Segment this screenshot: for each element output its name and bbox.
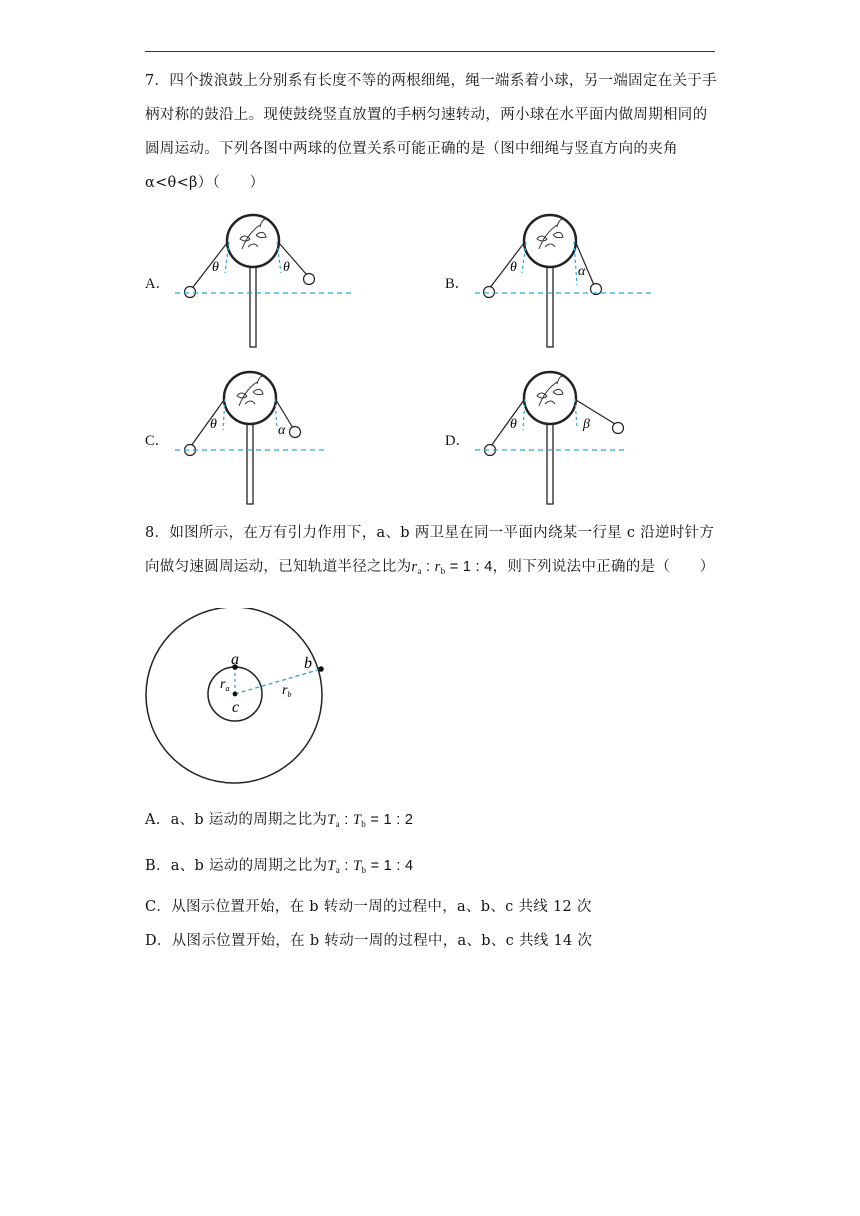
handle	[250, 265, 256, 347]
question-7-stem: 四个拨浪鼓上分别系有长度不等的两根细绳，绳一端系着小球，另一端固定在关于手柄对称的鼓沿上。现使鼓绕竖直放置的手柄匀速转动，两小球在水平面内做周期相同的圆周运动。下列各图中两球的位置关系可能正确的是（图中细绳与竖直方向的夹角α<θ<β）（ ）	[145, 73, 717, 191]
drum-figure-b	[470, 205, 660, 350]
handle	[247, 422, 253, 504]
right-angle-label: β	[583, 417, 590, 432]
label-a: a	[231, 651, 239, 668]
q8-option-c: C．从图示位置开始，在 b 转动一周的过程中，a、b、c 共线 12 次	[145, 899, 592, 915]
question-8-stem-1: 如图所示，在万有引力作用下，a、b 两卫星在同一平面内绕某一行星 c 沿逆时针方向做匀速圆周运动，已知轨道半径之比为	[145, 525, 715, 575]
option-c-label: C．	[145, 433, 170, 449]
question-7-number: 7．	[145, 73, 170, 89]
radius-b	[235, 669, 321, 694]
label-rb: $r_b$	[282, 683, 292, 699]
option-a-label: A．	[145, 276, 170, 292]
label-c: c	[232, 699, 240, 716]
question-8-stem-2: ，则下列说法中正确的是（ ）	[492, 559, 715, 575]
right-ball	[290, 427, 301, 438]
right-angle-label: α	[578, 264, 586, 279]
q8-option-a: A．a、b 运动的周期之比为$T_a$ : $T_b = 1$ : 2	[145, 812, 414, 829]
left-ball	[185, 287, 196, 298]
label-b: b	[304, 655, 312, 672]
left-angle-label: θ	[212, 260, 219, 275]
handle	[547, 422, 553, 504]
left-angle-label: θ	[510, 260, 517, 275]
drum	[524, 372, 576, 424]
option-b-label: B．	[445, 276, 470, 292]
right-angle-label: α	[278, 423, 286, 438]
satellite-b	[318, 666, 324, 672]
right-ball	[304, 274, 315, 285]
question-7-text	[145, 64, 720, 200]
drum	[524, 215, 576, 267]
q8-option-b: B．a、b 运动的周期之比为$T_a$ : $T_b = 1$ : 4	[145, 858, 414, 875]
drum	[227, 215, 279, 267]
drum-figure-c	[170, 362, 360, 507]
q8-option-d: D．从图示位置开始，在 b 转动一周的过程中，a、b、c 共线 14 次	[145, 933, 593, 949]
drum-figure-d	[470, 362, 660, 507]
right-ball	[613, 423, 624, 434]
orbit-figure	[140, 608, 340, 788]
drum-figure-a	[170, 205, 360, 350]
right-angle-label: θ	[283, 260, 290, 275]
header-rule	[145, 51, 715, 52]
left-angle-label: θ	[210, 417, 217, 432]
question-8-text	[145, 516, 720, 588]
drum	[224, 372, 276, 424]
option-d-label: D．	[445, 433, 470, 449]
ratio-expression: $r_a$ : $r_b = 1$ : 4	[411, 559, 493, 576]
planet-c	[233, 692, 238, 697]
question-8-number: 8．	[145, 525, 170, 541]
label-ra: $r_a$	[220, 677, 230, 693]
left-ball	[484, 287, 495, 298]
left-angle-label: θ	[510, 417, 517, 432]
handle	[547, 265, 553, 347]
